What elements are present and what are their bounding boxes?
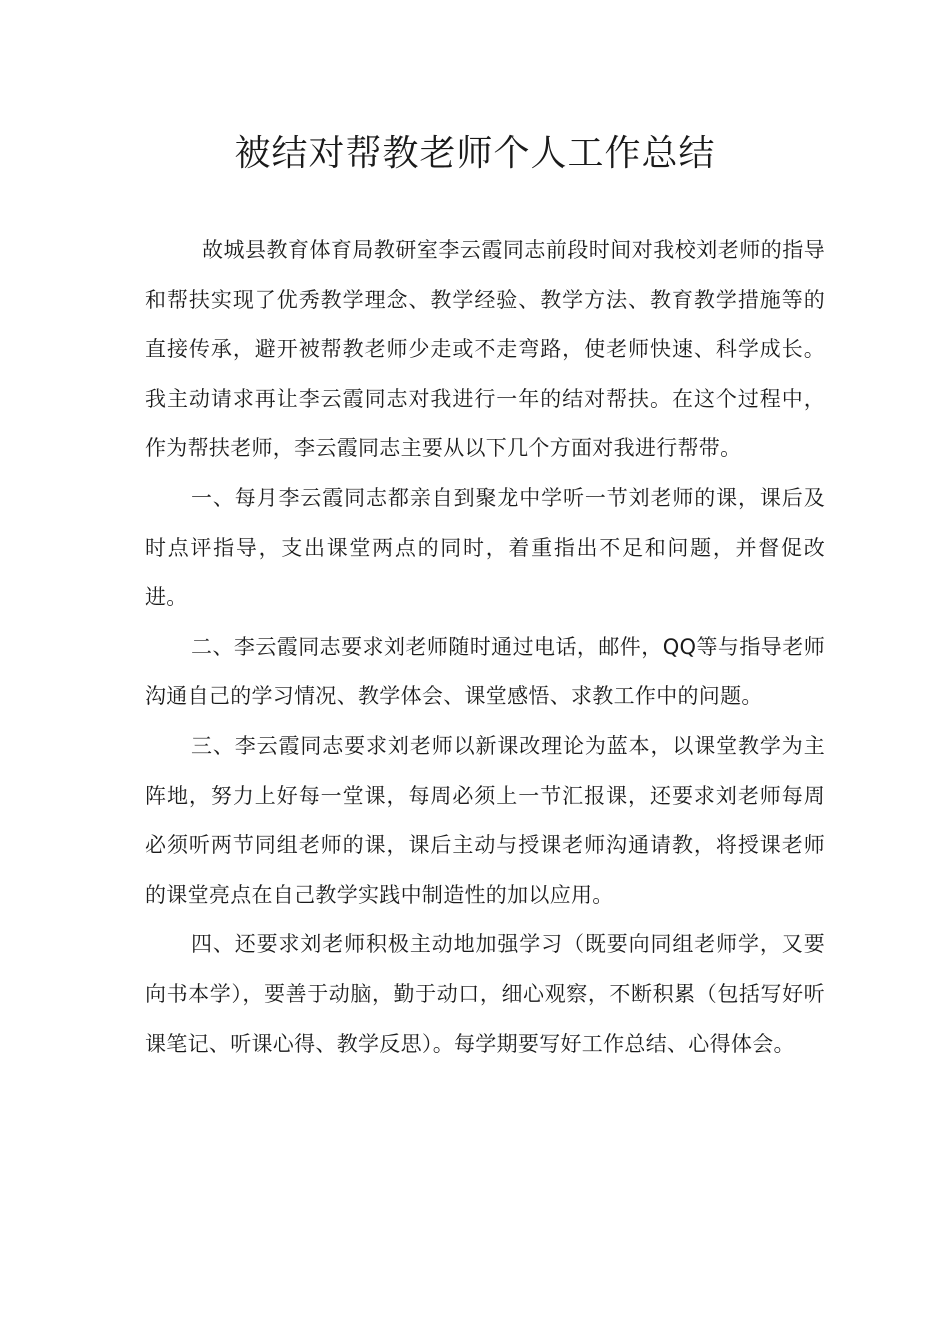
document-title: 被结对帮教老师个人工作总结 [234, 133, 716, 174]
document-body [145, 226, 825, 1069]
paragraph-point-2: 二、李云霞同志要求刘老师随时通过电话，邮件，QQ等与指导老师沟通自己的学习情况、教学体会、课堂感悟、求教工作中的问题。 [145, 634, 825, 709]
paragraph-point-1: 一、每月李云霞同志都亲自到聚龙中学听一节刘老师的课，课后及时点评指导，支出课堂两点的同时，着重指出不足和问题，并督促改进。 [145, 485, 825, 610]
paragraph-point-3: 三、李云霞同志要求刘老师以新课改理论为蓝本，以课堂教学为主阵地，努力上好每一堂课，每周必须上一节汇报课，还要求刘老师每周必须听两节同组老师的课，课后主动与授课老师沟通请教，将授课老师的课堂亮点在自己教学实践中制造性的加以应用。 [145, 733, 825, 907]
paragraph-point-4: 四、还要求刘老师积极主动地加强学习（既要向同组老师学，又要向书本学），要善于动脑，勤于动口，细心观察，不断积累（包括写好听课笔记、听课心得、教学反思）。每学期要写好工作总结、心得体会。 [145, 932, 825, 1056]
paragraph-intro: 故城县教育体育局教研室李云霞同志前段时间对我校刘老师的指导和帮扶实现了优秀教学理念、教学经验、教学方法、教育教学措施等的直接传承，避开被帮教老师少走或不走弯路，使老师快速、科学成长。我主动请求再让李云霞同志对我进行一年的结对帮扶。在这个过程中，作为帮扶老师，李云霞同志主要从以下几个方面对我进行帮带。 [145, 238, 825, 461]
